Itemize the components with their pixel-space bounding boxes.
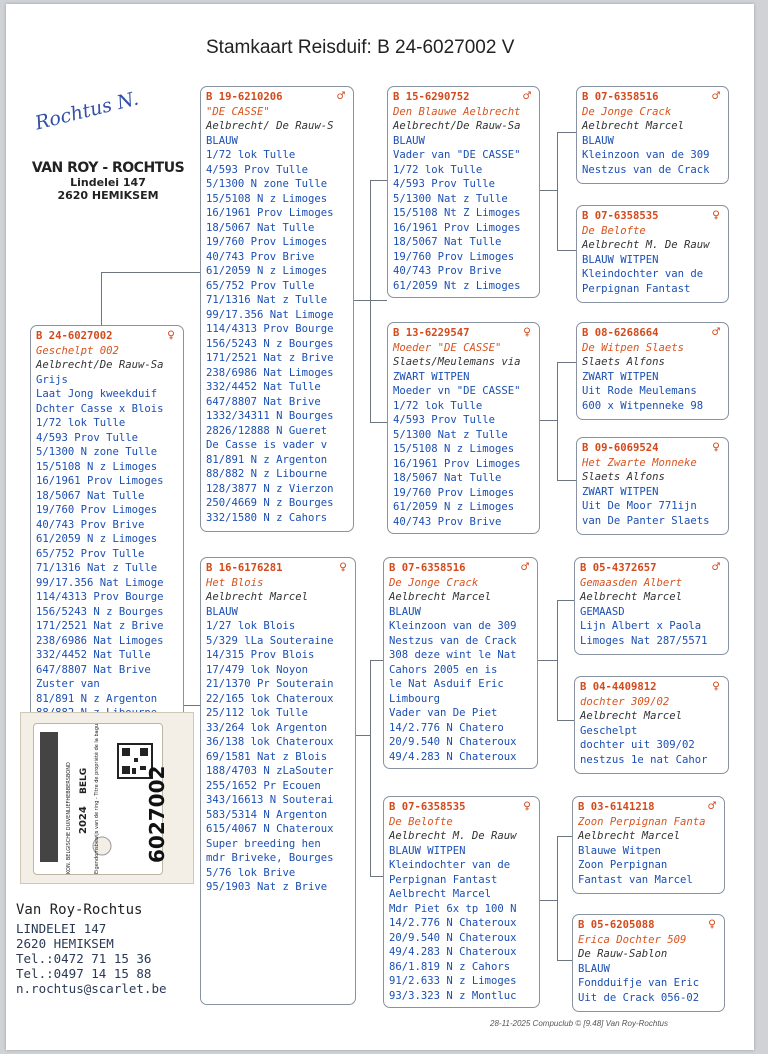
ring-number-header <box>206 561 355 576</box>
ring-number-header <box>389 561 537 576</box>
pigeon-info-line: BLAUW WITPEN <box>389 844 466 857</box>
pigeon-card-father-mother[interactable] <box>387 322 540 534</box>
pigeon-info-line: BLAUW <box>582 134 614 147</box>
pigeon-info-line: BLAUW <box>206 134 238 147</box>
breeder-name: Aelbrecht Marcel <box>389 591 492 603</box>
pigeon-card-mmm[interactable] <box>572 914 725 1012</box>
pigeon-info-line: 14/315 Prov Blois <box>206 649 315 661</box>
pigeon-info-line: 18/5067 Nat Tulle <box>393 236 502 248</box>
pigeon-info-line: 14/2.776 N Chatero <box>389 721 504 734</box>
ring-card-graphic <box>34 724 162 874</box>
pigeon-card-mother-mother[interactable] <box>383 796 540 1008</box>
sticker-year: 2024 <box>78 806 89 834</box>
female-icon: ♀ <box>523 325 531 340</box>
breeder-name: Aelbrecht/ De Rauw-S <box>206 120 334 132</box>
connector <box>557 362 576 363</box>
breeder-name: Aelbrecht Marcel <box>206 591 309 603</box>
pigeon-info-line: 583/5314 N Argenton <box>206 808 328 821</box>
pigeon-info-line: 647/8807 Nat Brive <box>206 395 321 408</box>
breeder-name: Aelbrecht Marcel <box>582 120 685 132</box>
pigeon-info-line: Uit De Moor 771ijn <box>582 500 697 512</box>
pigeon-info-line: Moeder vn "DE CASSE" <box>393 385 521 397</box>
pigeon-info-line: Zuster van <box>36 678 100 690</box>
pigeon-info-line: 61/2059 N z Limoges <box>393 501 515 513</box>
pigeon-info-line: 332/4452 Nat Tulle <box>206 381 321 393</box>
pigeon-info-line: 114/4313 Prov Bourge <box>36 591 164 603</box>
pigeon-info-line: 69/1581 Nat z Blois <box>206 750 328 763</box>
breeder-name: Aelbrecht M. De Rauw <box>389 830 517 842</box>
male-icon: ♂ <box>523 89 531 104</box>
pigeon-name: Gemaasden Albert <box>580 576 683 589</box>
ring-number: B 07-6358516 <box>389 562 466 574</box>
pigeon-info-line: 19/760 Prov Limoges <box>36 504 158 516</box>
ring-number-header <box>393 326 539 341</box>
breeder-name: Aelbrecht Marcel <box>580 591 683 603</box>
breeder-name: Aelbrecht/De Rauw-Sa <box>393 120 521 132</box>
pigeon-card-mfm[interactable] <box>574 676 729 774</box>
pigeon-info-line: 65/752 Prov Tulle <box>206 279 315 292</box>
female-icon: ♀ <box>708 917 716 932</box>
pigeon-info-line: 49/4.283 N Chateroux <box>389 946 517 958</box>
connector <box>370 180 387 181</box>
pigeon-info-line: 15/5108 N z Limoges <box>393 443 515 455</box>
connector <box>557 362 558 480</box>
stamp-line-1: VAN ROY - ROCHTUS <box>31 160 185 176</box>
sticker-ownership-text: Eigendomsbewijs van de ring - Titre de propriété de la bague <box>94 724 100 874</box>
pigeon-info-line: 40/743 Prov Brive <box>206 250 315 263</box>
female-icon: ♀ <box>339 560 347 575</box>
pigeon-card-father-father[interactable] <box>387 86 540 298</box>
pigeon-info-line: 615/4067 N Chateroux <box>206 823 334 835</box>
pigeon-info-line: 4/593 Prov Tulle <box>206 163 309 176</box>
pigeon-name: Geschelpt 002 <box>36 344 119 357</box>
stamp-line-2: Lindelei 147 <box>70 176 146 189</box>
pigeon-info-line: 1/72 lok Tulle <box>393 163 483 176</box>
pigeon-info-line: Kleinzoon van de 309 <box>389 620 517 632</box>
ring-card-stripe <box>40 732 58 862</box>
sticker-ring-number: 6027002 <box>145 765 169 863</box>
pigeon-info-line: Aelbrecht Marcel <box>389 888 492 900</box>
pigeon-info-line: 1/72 lok Tulle <box>206 149 296 161</box>
pigeon-name: Den Blauwe Aelbrecht <box>393 105 521 118</box>
pigeon-info-line: ZWART WITPEN <box>582 485 659 498</box>
ring-number-header <box>578 800 724 815</box>
pigeon-info-line: 81/891 N z Argenton <box>36 692 158 705</box>
connector <box>557 600 558 720</box>
pigeon-info-line: 25/112 lok Tulle <box>206 707 309 719</box>
owner-line: n.rochtus@scarlet.be <box>16 981 167 996</box>
pigeon-info-line: 16/1961 Prov Limoges <box>206 207 334 219</box>
owner-line: 2620 HEMIKSEM <box>16 936 114 951</box>
pigeon-info-line: 40/743 Prov Brive <box>393 515 502 528</box>
breeder-name: De Rauw-Sablon <box>578 948 668 960</box>
pigeon-info-line: 20/9.540 N Chateroux <box>389 736 517 748</box>
pigeon-info-line: BLAUW WITPEN <box>582 253 659 266</box>
connector <box>101 272 102 326</box>
pigeon-info-line: Grijs <box>36 373 68 386</box>
ring-number-header <box>580 561 728 576</box>
pigeon-info-line: 49/4.283 N Chateroux <box>389 750 517 763</box>
pigeon-name: dochter 309/02 <box>580 695 670 708</box>
pigeon-info-line: BLAUW <box>393 134 425 147</box>
pigeon-info-line: 99/17.356 Nat Limoge <box>206 308 334 321</box>
female-icon: ♀ <box>167 328 175 343</box>
male-icon: ♂ <box>708 799 716 814</box>
pigeon-card-mother[interactable] <box>200 557 356 1005</box>
male-icon: ♂ <box>521 560 529 575</box>
pigeon-info-line: mdr Briveke, Bourges <box>206 852 334 864</box>
ring-number-header <box>393 90 539 105</box>
connector <box>557 132 576 133</box>
pigeon-card-mmf[interactable] <box>572 796 725 894</box>
pigeon-info-line: Uit Rode Meulemans <box>582 385 697 397</box>
ring-number-header <box>578 918 724 933</box>
female-icon: ♀ <box>712 440 720 455</box>
ring-number: B 16-6176281 <box>206 562 283 574</box>
pigeon-info-line: 255/1652 Pr Ecouen <box>206 779 321 792</box>
pigeon-info-line: 238/6986 Nat Limoges <box>206 366 334 379</box>
pigeon-info-line: Vader van "DE CASSE" <box>393 149 521 161</box>
pigeon-info-line: Blauwe Witpen <box>578 844 661 857</box>
connector <box>557 480 576 481</box>
ring-number: B 15-6290752 <box>393 91 470 103</box>
pigeon-info-line: 16/1961 Prov Limoges <box>393 457 521 470</box>
pigeon-card-mff[interactable] <box>574 557 729 655</box>
female-icon: ♀ <box>712 208 720 223</box>
connector <box>557 836 558 960</box>
pigeon-info-line: Super breeding hen <box>206 837 321 850</box>
pigeon-info-line: 188/4703 N zLaSouter <box>206 765 334 777</box>
pigeon-info-line: dochter uit 309/02 <box>580 739 695 751</box>
ring-number: B 09-6069524 <box>582 442 659 454</box>
sticker-country: BELG <box>79 767 89 794</box>
pigeon-name: De Witpen Slaets <box>582 341 685 354</box>
pigeon-info-line: Laat Jong kweekduif <box>36 388 158 400</box>
pigeon-info-line: 65/752 Prov Tulle <box>36 547 145 560</box>
connector <box>184 705 200 706</box>
pigeon-info-line: 20/9.540 N Chateroux <box>389 931 517 944</box>
pigeon-info-line: BLAUW <box>206 605 238 618</box>
pigeon-info-line: 19/760 Prov Limoges <box>393 486 515 499</box>
pigeon-info-line: Limoges Nat 287/5571 <box>580 634 708 647</box>
pigeon-info-line: 332/1580 N z Cahors <box>206 511 328 524</box>
pigeon-info-line: 2826/12888 N Gueret <box>206 424 328 437</box>
pigeon-info-line: 5/1300 N zone Tulle <box>206 178 328 190</box>
pigeon-info-line: GEMAASD <box>580 605 625 618</box>
ring-number-header <box>582 326 728 341</box>
pigeon-name: Het Zwarte Monneke <box>582 456 697 469</box>
pigeon-info-line: Kleindochter van de <box>582 268 704 280</box>
pigeon-info-line: 81/891 N z Argenton <box>206 453 328 466</box>
pigeon-info-line: 600 x Witpenneke 98 <box>582 399 704 412</box>
pigeon-info-line: 91/2.633 N z Limoges <box>389 975 517 987</box>
pigeon-name: De Jonge Crack <box>389 576 479 589</box>
female-icon: ♀ <box>523 799 531 814</box>
pigeon-info-line: 14/2.776 N Chateroux <box>389 917 517 929</box>
ring-number: B 19-6210206 <box>206 91 283 103</box>
male-icon: ♂ <box>712 89 720 104</box>
pigeon-info-line: 16/1961 Prov Limoges <box>393 221 521 234</box>
pigeon-info-line: Cahors 2005 en is <box>389 663 498 676</box>
pigeon-info-line: Lijn Albert x Paola <box>580 620 702 632</box>
ring-number: B 07-6358535 <box>389 801 466 813</box>
pigeon-info-line: 71/1316 Nat z Tulle <box>36 562 158 574</box>
pigeon-info-line: 308 deze wint le Nat <box>389 649 517 661</box>
pigeon-info-line: Geschelpt <box>580 724 638 737</box>
connector <box>540 420 557 421</box>
ring-number: B 24-6027002 <box>36 330 113 342</box>
breeder-name: Aelbrecht/De Rauw-Sa <box>36 359 164 371</box>
pigeon-info-line: 18/5067 Nat Tulle <box>36 489 145 502</box>
owner-line: Tel.:0472 71 15 36 <box>16 951 152 966</box>
pigeon-info-line: 1/27 lok Blois <box>206 620 296 632</box>
connector <box>557 836 572 837</box>
pigeon-info-line: 15/5108 Nt Z Limoges <box>393 207 521 219</box>
pigeon-info-line: Nestzus van de Crack <box>582 163 710 176</box>
pigeon-info-line: 93/3.323 N z Montluc <box>389 989 517 1002</box>
pigeon-name: Moeder "DE CASSE" <box>393 341 502 354</box>
pigeon-name: Het Blois <box>206 576 264 589</box>
ring-number-header <box>582 441 728 456</box>
pigeon-info-line: 86/1.819 N z Cahors <box>389 960 511 973</box>
pigeon-info-line: 4/593 Prov Tulle <box>393 178 496 190</box>
pigeon-info-line: 17/479 lok Noyon <box>206 663 309 676</box>
pigeon-info-line: 61/2059 Nt z Limoges <box>393 279 521 292</box>
breeder-name: Aelbrecht Marcel <box>580 710 683 722</box>
connector <box>540 190 557 191</box>
pigeon-name: Erica Dochter 509 <box>578 933 687 946</box>
pigeon-info-line: 171/2521 Nat z Brive <box>36 620 164 632</box>
pigeon-info-line: ZWART WITPEN <box>582 370 659 383</box>
pigeon-info-line: Uit de Crack 056-02 <box>578 991 700 1004</box>
footer-text: 28-11-2025 Compuclub © [9.48] Van Roy-Rochtus <box>490 1019 668 1028</box>
connector <box>540 900 557 901</box>
pigeon-info-line: 343/16613 N Souterai <box>206 794 334 806</box>
pigeon-info-line: 15/5108 N z Limoges <box>36 460 158 473</box>
ring-number: B 07-6358535 <box>582 210 659 222</box>
male-icon: ♂ <box>337 89 345 104</box>
connector <box>557 960 572 961</box>
pigeon-info-line: 156/5243 N z Bourges <box>206 337 334 350</box>
pigeon-info-line: 61/2059 N z Limoges <box>206 265 328 277</box>
pigeon-info-line: 128/3877 N z Vierzon <box>206 482 334 495</box>
page-title: Stamkaart Reisduif: B 24-6027002 V <box>206 37 515 58</box>
pigeon-info-line: 171/2521 Nat z Brive <box>206 352 334 364</box>
pigeon-card-fff[interactable] <box>576 86 729 184</box>
ring-number: B 13-6229547 <box>393 327 470 339</box>
pigeon-info-line: 22/165 lok Chateroux <box>206 692 334 705</box>
pigeon-info-line: Kleindochter van de <box>389 859 511 871</box>
pigeon-info-line: 95/1903 Nat z Brive <box>206 881 328 893</box>
pigeon-info-line: Fondduifje van Eric <box>578 977 700 989</box>
owner-name: Van Roy-Rochtus <box>16 902 143 918</box>
pigeon-name: De Belofte <box>582 224 646 237</box>
pigeon-info-line: Kleinzoon van de 309 <box>582 149 710 161</box>
stamp-line-3: 2620 HEMIKSEM <box>57 189 159 202</box>
pigeon-card-mother-father[interactable] <box>383 557 538 769</box>
pigeon-info-line: ZWART WITPEN <box>393 370 470 383</box>
pigeon-info-line: 88/882 N z Libourne <box>206 468 328 480</box>
pigeon-info-line: 332/4452 Nat Tulle <box>36 649 151 661</box>
female-icon: ♀ <box>712 679 720 694</box>
breeder-name: Slaets Alfons <box>582 356 665 368</box>
pigeon-info-line: van De Panter Slaets <box>582 514 710 527</box>
ring-number: B 05-4372657 <box>580 562 657 574</box>
male-icon: ♂ <box>712 325 720 340</box>
sticker-org: KON. BELGISCHE DUIVENLIEFHEBBERSBOND <box>66 762 72 874</box>
ring-number-header <box>389 800 539 815</box>
owner-line: Tel.:0497 14 15 88 <box>16 966 152 981</box>
pigeon-info-line: 33/264 lok Argenton <box>206 721 328 734</box>
pigeon-info-line: 19/760 Prov Limoges <box>393 250 515 263</box>
pigeon-name: "DE CASSE" <box>206 105 270 118</box>
pigeon-info-line: BLAUW <box>389 605 421 618</box>
pigeon-info-line: 18/5067 Nat Tulle <box>206 221 315 234</box>
pigeon-info-line: 61/2059 N z Limoges <box>36 533 158 545</box>
pigeon-info-line: 1/72 lok Tulle <box>393 399 483 412</box>
ring-number-header <box>582 90 728 105</box>
pigeon-info-line: 1332/34311 N Bourges <box>206 410 334 422</box>
ring-card <box>33 723 163 875</box>
ring-number-header <box>206 90 353 105</box>
connector <box>370 422 387 423</box>
ring-ownership-sticker <box>20 712 194 884</box>
pigeon-info-line: 16/1961 Prov Limoges <box>36 475 164 487</box>
connector <box>101 272 200 273</box>
pigeon-card-fmf[interactable] <box>576 322 729 420</box>
pigeon-info-line: 40/743 Prov Brive <box>393 265 502 277</box>
pigeon-info-line: BLAUW <box>578 962 610 975</box>
pigeon-info-line: 5/1300 Nat z Tulle <box>393 192 508 205</box>
pigeon-info-line: 250/4669 N z Bourges <box>206 497 334 509</box>
pigeon-card-subject[interactable] <box>30 325 184 727</box>
pigeon-info-line: 5/1300 N zone Tulle <box>36 446 158 458</box>
pigeon-info-line: le Nat Asduif Eric <box>389 678 504 690</box>
pigeon-info-line: Vader van De Piet <box>389 707 498 719</box>
pigeon-info-line: 114/4313 Prov Bourge <box>206 323 334 335</box>
connector <box>557 250 576 251</box>
pigeon-info-line: De Casse is vader v <box>206 439 328 451</box>
ring-number-header <box>580 680 728 695</box>
pigeon-info-line: 238/6986 Nat Limoges <box>36 634 164 647</box>
pigeon-info-line: Nestzus van de Crack <box>389 634 517 647</box>
pigeon-info-line: 99/17.356 Nat Limoge <box>36 576 164 589</box>
pigeon-info-line: 5/76 lok Brive <box>206 866 296 879</box>
connector <box>557 132 558 250</box>
pigeon-info-line: 21/1370 Pr Souterain <box>206 678 334 690</box>
pigeon-info-line: 156/5243 N z Bourges <box>36 605 164 618</box>
pigeon-info-line: 4/593 Prov Tulle <box>393 414 496 426</box>
owner-address <box>16 903 167 996</box>
pigeon-info-line: Perpignan Fantast <box>389 873 498 886</box>
ring-number: B 04-4409812 <box>580 681 657 693</box>
ring-number: B 05-6205088 <box>578 919 655 931</box>
pigeon-info-line: Fantast van Marcel <box>578 873 693 886</box>
breeder-name: Slaets Alfons <box>582 471 665 483</box>
pigeon-info-line: Mdr Piet 6x tp 100 N <box>389 902 517 915</box>
connector <box>370 180 371 422</box>
pigeon-info-line: Perpignan Fantast <box>582 282 691 295</box>
pigeon-info-line: 5/1300 Nat z Tulle <box>393 428 508 441</box>
connector <box>354 300 387 301</box>
pigeon-info-line: 19/760 Prov Limoges <box>206 236 328 248</box>
ring-number-header <box>582 209 728 224</box>
pigeon-info-line: 5/329 lLa Souteraine <box>206 634 334 647</box>
pigeon-info-line: 1/72 lok Tulle <box>36 417 126 429</box>
pigeon-info-line: 71/1316 Nat z Tulle <box>206 294 328 306</box>
pigeon-info-line: 18/5067 Nat Tulle <box>393 472 502 484</box>
breeder-name: Aelbrecht Marcel <box>578 830 681 842</box>
owner-stamp <box>28 160 188 202</box>
pigeon-info-line: Limbourg <box>389 692 441 705</box>
male-icon: ♂ <box>712 560 720 575</box>
connector <box>370 660 371 876</box>
pigeon-card-father[interactable] <box>200 86 354 532</box>
ring-number: B 07-6358516 <box>582 91 659 103</box>
pigeon-info-line: 647/8807 Nat Brive <box>36 663 151 676</box>
pigeon-info-line: 40/743 Prov Brive <box>36 518 145 531</box>
pigeon-info-line: Dchter Casse x Blois <box>36 402 164 415</box>
pigeon-info-line: nestzus 1e nat Cahor <box>580 753 708 766</box>
pigeon-name: Zoon Perpignan Fanta <box>578 815 706 828</box>
pigeon-info-line: 4/593 Prov Tulle <box>36 431 139 444</box>
pigeon-name: De Belofte <box>389 815 453 828</box>
pigeon-info-line: 15/5108 N z Limoges <box>206 192 328 205</box>
owner-line: LINDELEI 147 <box>16 921 107 936</box>
ring-number: B 03-6141218 <box>578 801 655 813</box>
ring-number: B 08-6268664 <box>582 327 659 339</box>
breeder-name: Slaets/Meulemans via <box>393 356 521 368</box>
pigeon-card-ffm[interactable] <box>576 205 729 303</box>
handwritten-signature: Rochtus N. <box>32 87 141 135</box>
connector <box>538 660 557 661</box>
connector <box>356 735 370 736</box>
pigeon-info-line: Zoon Perpignan <box>578 859 668 871</box>
breeder-name: Aelbrecht M. De Rauw <box>582 239 710 251</box>
pigeon-name: De Jonge Crack <box>582 105 672 118</box>
ring-number-header <box>36 329 183 344</box>
pigeon-card-fmm[interactable] <box>576 437 729 535</box>
pigeon-info-line: 36/138 lok Chateroux <box>206 736 334 748</box>
